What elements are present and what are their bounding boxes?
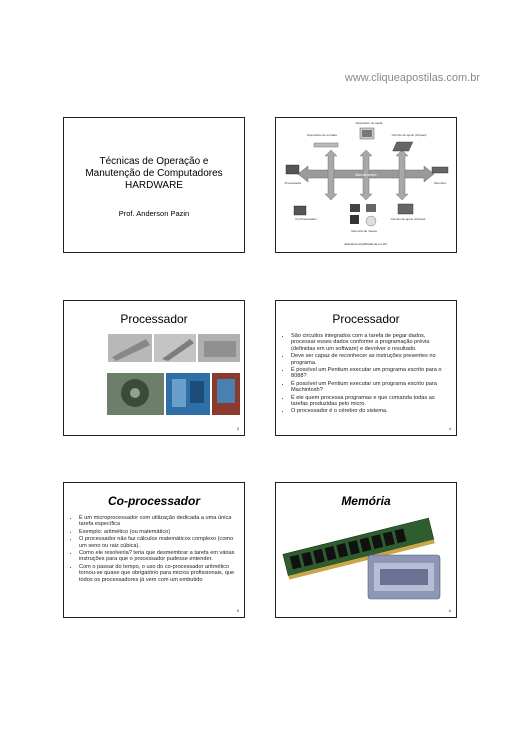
label-processor: Processador — [284, 181, 302, 185]
cd-icon — [366, 216, 376, 226]
keyboard-icon — [314, 143, 338, 147]
memory-photo — [276, 511, 457, 611]
title-line-1: Técnicas de Operação e — [99, 156, 209, 167]
bullet-item: • Deve ser capaz de reconhecer as instruções presentes no programa. — [291, 353, 451, 366]
slide-4-processor-text — [275, 300, 457, 436]
processor-photos — [64, 331, 245, 431]
chipset-bottom-icon — [398, 204, 413, 214]
bullet-list — [282, 333, 451, 416]
label-memory: Memória — [434, 181, 446, 185]
title-line-3: HARDWARE — [125, 180, 183, 191]
slide-5-coprocessor — [63, 482, 245, 618]
author: Prof. Anderson Pazin — [118, 209, 190, 218]
memory-icon — [432, 167, 448, 173]
label-input-device: Dispositivo de entrada — [307, 133, 337, 137]
slide-title: Memória — [341, 494, 391, 508]
pc-structure-diagram — [276, 118, 456, 252]
page-number: 6 — [448, 608, 451, 613]
slide-2-diagram — [275, 117, 457, 253]
bullet-item: • O processador não faz cálculos matemáticos complexo (como um seno ou raiz cúbica). — [79, 536, 239, 549]
label-bus: Barramento — [355, 172, 377, 177]
bullet-item: • O processador é o cérebro do sistema. — [291, 408, 451, 414]
page-number: 4 — [448, 426, 451, 431]
bullet-item: • É um microprocessador com utilização dedicada a uma única tarefa específica — [79, 515, 239, 528]
bullet-list — [70, 515, 239, 584]
bullet-item: • Com o passar do tempo, o uso do co-processador aritmético tornou-se quase que obrigatório para micros profissionais, que todos os processadores já vem com um embutido — [79, 564, 239, 583]
slide-title: Co-processador — [107, 494, 201, 508]
memory-chip-module — [368, 555, 440, 599]
floppy-icon — [350, 215, 359, 224]
coprocessor-icon — [294, 206, 306, 215]
bullet-item: • Como ele resolveria? teria que desmembrar a tarefa em várias instruções para que o processador pudesse entender. — [79, 550, 239, 563]
label-output-device: Dispositivo de saída — [355, 121, 383, 125]
photo-cpu-socket-2 — [154, 334, 196, 362]
site-url[interactable]: www.cliqueapostilas.com.br — [344, 72, 480, 84]
slide-3-processor-images — [63, 300, 245, 436]
page-number: 5 — [236, 608, 239, 613]
label-coprocessor: Co-Processador — [295, 217, 317, 221]
slide-title: Processador — [120, 312, 188, 326]
label-chipset-bottom: Circuito de apoio (chipset) — [390, 217, 426, 221]
slide-1-title — [63, 117, 245, 253]
drive-icon — [350, 204, 360, 212]
label-mass-storage: Memória de massa — [351, 229, 377, 233]
bullet-item: • É ele quem processa programas e que comanda todas as tarefas produzidas pelo micro. — [291, 395, 451, 408]
slide-6-memory — [275, 482, 457, 618]
diagram-caption: Estrutura simplificada de um PC — [344, 242, 388, 246]
slide-title: Processador — [332, 312, 400, 326]
bullet-item: • São circuitos integrados com a tarefa de pegar dados, processar esses dados conforme a programação prévia (definidas em um software) e devolver o resultado. — [291, 333, 451, 352]
processor-icon — [286, 165, 299, 174]
label-chipset-top: Circuito de apoio (chipset) — [391, 133, 427, 137]
bullet-item: • É possível um Pentium executar um programa escrito para Machintosh? — [291, 381, 451, 394]
title-line-2: Manutenção de Computadores — [85, 168, 223, 179]
bullet-item: • Exemplo: aritmético (ou matemático) — [79, 529, 239, 535]
presentation-title — [64, 156, 244, 192]
page-number: 3 — [236, 426, 239, 431]
drive-icon-2 — [366, 204, 376, 212]
bullet-item: • É possível um Pentium executar um programa escrito para o 8088? — [291, 367, 451, 380]
chipset-top-icon — [393, 142, 413, 151]
